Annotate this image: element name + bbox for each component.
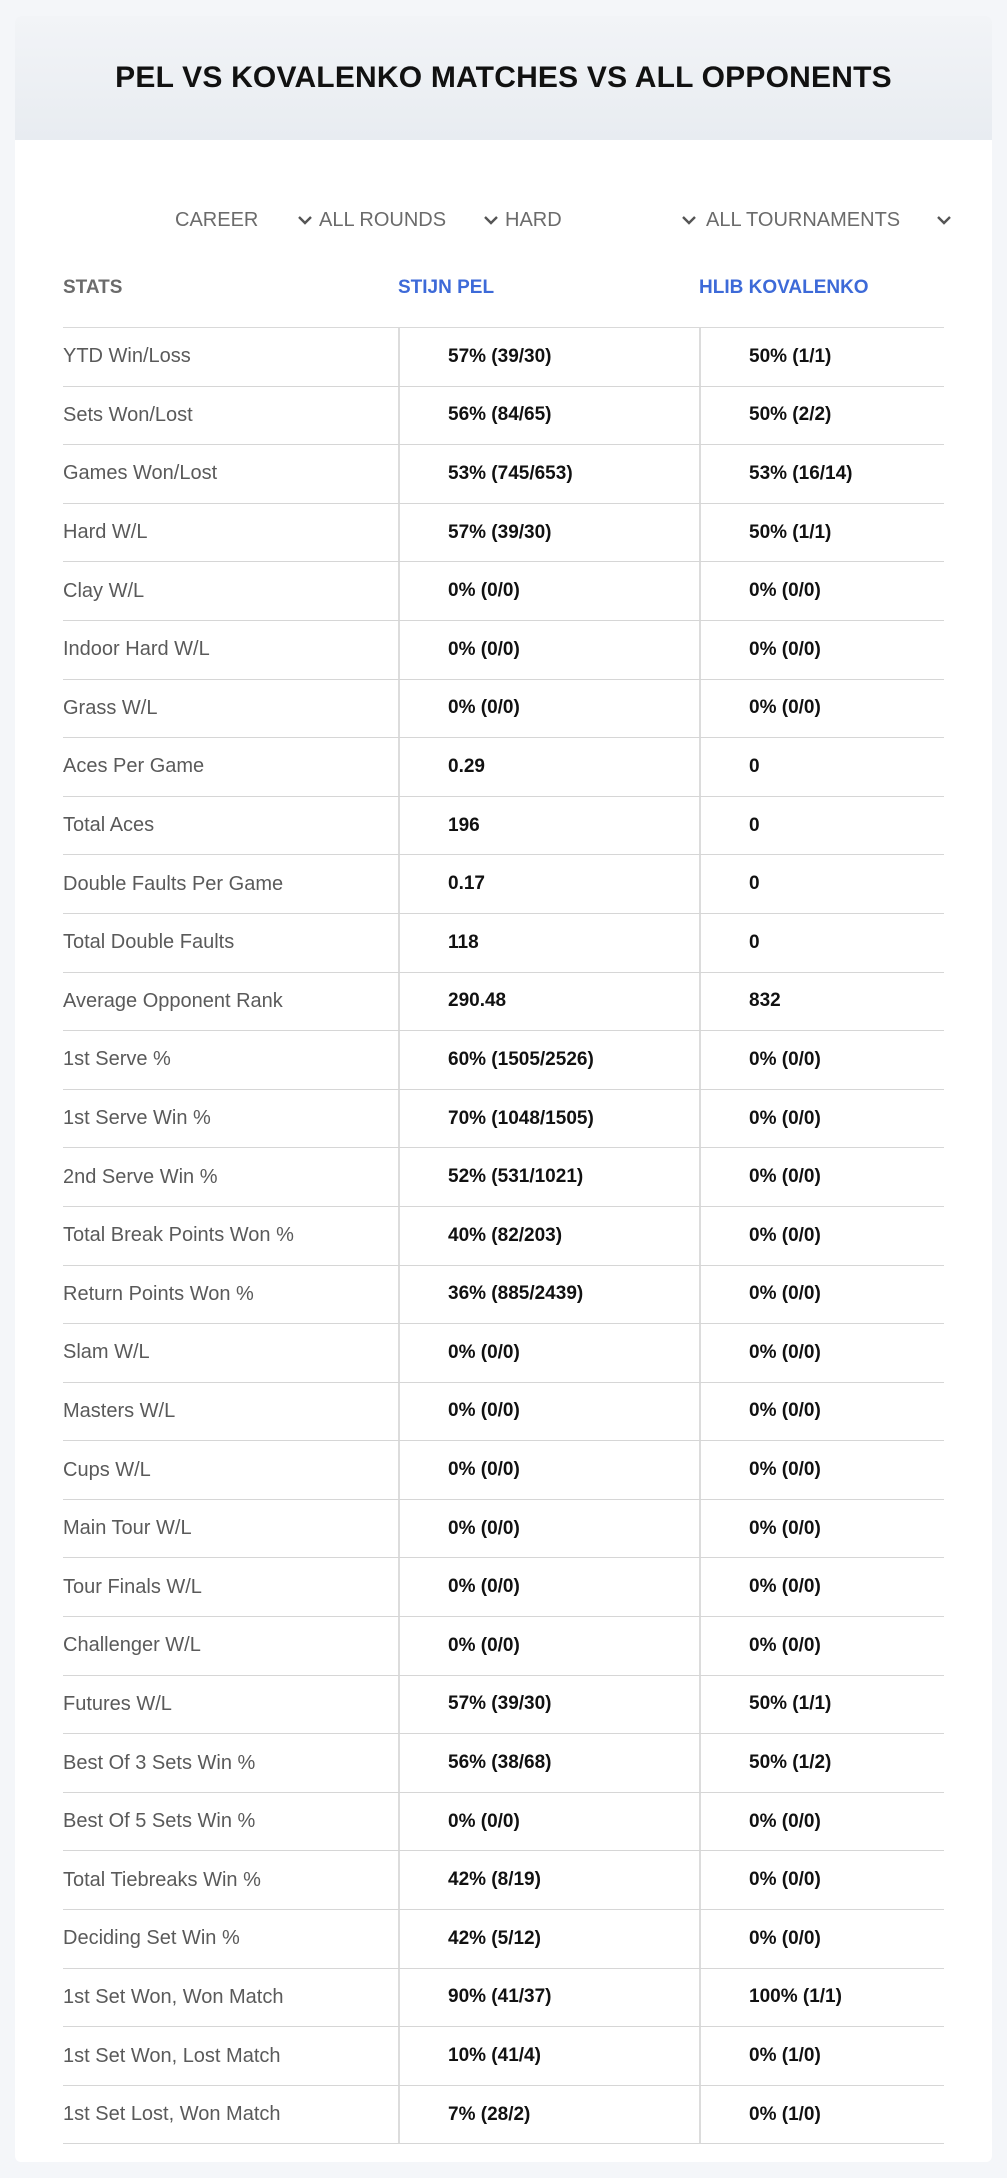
filter-bar (15, 202, 992, 238)
player2-value: 53% (16/14) (699, 445, 944, 503)
stat-name: 1st Serve % (63, 1048, 171, 1071)
player1-value: 0% (0/0) (398, 1558, 699, 1616)
player2-value: 0 (699, 738, 944, 796)
page-title: PEL VS KOVALENKO MATCHES VS ALL OPPONENTS (115, 61, 892, 94)
player2-value: 50% (1/1) (699, 504, 944, 562)
table-row (63, 387, 944, 446)
stat-name: Slam W/L (63, 1341, 150, 1364)
table-row (63, 1558, 944, 1617)
player2-value: 50% (1/1) (699, 328, 944, 386)
player2-value: 0% (0/0) (699, 1558, 944, 1616)
player2-value: 0% (1/0) (699, 2027, 944, 2085)
stat-name: Tour Finals W/L (63, 1575, 202, 1598)
player1-value: 36% (885/2439) (398, 1266, 699, 1324)
table-row (63, 2086, 944, 2145)
table-row (63, 973, 944, 1032)
table-row (63, 504, 944, 563)
table-row (63, 621, 944, 680)
filter-rounds-select[interactable] (319, 202, 501, 238)
player1-value: 57% (39/30) (398, 504, 699, 562)
player1-value: 0% (0/0) (398, 1383, 699, 1441)
player1-value: 0% (0/0) (398, 680, 699, 738)
table-body (63, 328, 944, 2144)
table-row (63, 1500, 944, 1559)
player2-link[interactable]: HLIB KOVALENKO (699, 276, 869, 298)
player2-value: 50% (1/2) (699, 1734, 944, 1792)
player1-value: 0% (0/0) (398, 1324, 699, 1382)
table-row (63, 2027, 944, 2086)
player2-value: 0% (0/0) (699, 1324, 944, 1382)
filter-label: ALL ROUNDS (319, 208, 447, 231)
table-header (63, 248, 944, 328)
stat-name: Challenger W/L (63, 1634, 201, 1657)
table-row (63, 1441, 944, 1500)
player2-value: 0% (0/0) (699, 680, 944, 738)
player2-value: 0% (0/0) (699, 1090, 944, 1148)
filter-tournaments-select[interactable] (706, 202, 954, 238)
stat-name: Total Break Points Won % (63, 1224, 294, 1247)
filter-label: HARD (505, 208, 562, 231)
stat-name: Clay W/L (63, 579, 145, 602)
player2-value: 0 (699, 797, 944, 855)
player1-value: 0% (0/0) (398, 1500, 699, 1558)
stat-name: Sets Won/Lost (63, 403, 193, 426)
table-row (63, 328, 944, 387)
player2-value: 0% (0/0) (699, 1910, 944, 1968)
stat-name: Games Won/Lost (63, 462, 218, 485)
player2-value: 0% (0/0) (699, 1266, 944, 1324)
filter-label: CAREER (175, 208, 259, 231)
player2-value: 0% (0/0) (699, 1383, 944, 1441)
player1-value: 52% (531/1021) (398, 1148, 699, 1206)
stat-name: Indoor Hard W/L (63, 638, 210, 661)
player1-link[interactable]: STIJN PEL (398, 276, 495, 298)
table-row (63, 1734, 944, 1793)
stat-name: Cups W/L (63, 1458, 151, 1481)
player1-value: 56% (84/65) (398, 387, 699, 445)
table-row (63, 1207, 944, 1266)
table-row (63, 1090, 944, 1149)
stat-name: Total Tiebreaks Win % (63, 1868, 261, 1891)
stat-name: Average Opponent Rank (63, 989, 283, 1012)
stat-name: YTD Win/Loss (63, 345, 191, 368)
table-row (63, 738, 944, 797)
table-row (63, 1793, 944, 1852)
player2-value: 0% (0/0) (699, 1500, 944, 1558)
player1-value: 0.17 (398, 855, 699, 913)
table-row (63, 445, 944, 504)
player1-value: 57% (39/30) (398, 328, 699, 386)
stat-name: Total Aces (63, 814, 155, 837)
stat-name: Grass W/L (63, 696, 158, 719)
table-row (63, 1148, 944, 1207)
player1-value: 0% (0/0) (398, 621, 699, 679)
stat-name: Total Double Faults (63, 931, 235, 954)
player1-value: 0% (0/0) (398, 1617, 699, 1675)
table-row (63, 1266, 944, 1325)
player2-value: 100% (1/1) (699, 1969, 944, 2027)
player1-value: 196 (398, 797, 699, 855)
stat-name: Deciding Set Win % (63, 1927, 240, 1950)
player2-value: 0% (0/0) (699, 1851, 944, 1909)
table-row (63, 1324, 944, 1383)
player1-value: 290.48 (398, 973, 699, 1031)
filter-label: ALL TOURNAMENTS (706, 208, 901, 231)
player1-value: 118 (398, 914, 699, 972)
player1-value: 10% (41/4) (398, 2027, 699, 2085)
table-row (63, 1617, 944, 1676)
player1-value: 60% (1505/2526) (398, 1031, 699, 1089)
player2-value: 0% (0/0) (699, 1617, 944, 1675)
stat-name: Return Points Won % (63, 1282, 254, 1305)
table-row (63, 1676, 944, 1735)
table-row (63, 914, 944, 973)
table-row (63, 1910, 944, 1969)
player2-value: 0% (0/0) (699, 1441, 944, 1499)
chevron-down-icon (481, 210, 501, 230)
table-row (63, 562, 944, 621)
player1-value: 0.29 (398, 738, 699, 796)
stat-name: Masters W/L (63, 1399, 176, 1422)
stat-name: Double Faults Per Game (63, 872, 284, 895)
table-row (63, 680, 944, 739)
stat-name: 1st Set Won, Won Match (63, 1985, 284, 2008)
player2-value: 0% (1/0) (699, 2086, 944, 2144)
player2-value: 50% (2/2) (699, 387, 944, 445)
player1-value: 40% (82/203) (398, 1207, 699, 1265)
player2-value: 50% (1/1) (699, 1676, 944, 1734)
player2-value: 0% (0/0) (699, 621, 944, 679)
stat-name: Best Of 5 Sets Win % (63, 1810, 256, 1833)
player2-value: 832 (699, 973, 944, 1031)
player1-value: 56% (38/68) (398, 1734, 699, 1792)
stat-name: Hard W/L (63, 521, 148, 544)
table-row (63, 797, 944, 856)
player2-value: 0 (699, 914, 944, 972)
table-row (63, 1851, 944, 1910)
stat-name: 1st Serve Win % (63, 1107, 211, 1130)
player2-value: 0% (0/0) (699, 562, 944, 620)
stats-column-header: STATS (63, 276, 123, 298)
player1-value: 42% (5/12) (398, 1910, 699, 1968)
chevron-down-icon (295, 210, 315, 230)
stat-name: Best Of 3 Sets Win % (63, 1751, 256, 1774)
player1-value: 70% (1048/1505) (398, 1090, 699, 1148)
player1-value: 53% (745/653) (398, 445, 699, 503)
player1-value: 42% (8/19) (398, 1851, 699, 1909)
stat-name: Aces Per Game (63, 755, 205, 778)
player1-value: 0% (0/0) (398, 1441, 699, 1499)
player1-value: 0% (0/0) (398, 562, 699, 620)
table-row (63, 855, 944, 914)
player1-value: 7% (28/2) (398, 2086, 699, 2144)
filter-career-select[interactable] (175, 202, 315, 238)
filter-surface-select[interactable] (505, 202, 699, 238)
stat-name: 2nd Serve Win % (63, 1165, 218, 1188)
player2-value: 0 (699, 855, 944, 913)
player2-value: 0% (0/0) (699, 1793, 944, 1851)
page-header (15, 16, 992, 140)
stat-name: Futures W/L (63, 1692, 172, 1715)
player1-value: 90% (41/37) (398, 1969, 699, 2027)
chevron-down-icon (934, 210, 954, 230)
table-row (63, 1383, 944, 1442)
player1-value: 57% (39/30) (398, 1676, 699, 1734)
table-row (63, 1031, 944, 1090)
chevron-down-icon (679, 210, 699, 230)
player2-value: 0% (0/0) (699, 1148, 944, 1206)
stat-name: 1st Set Lost, Won Match (63, 2103, 281, 2126)
stat-name: Main Tour W/L (63, 1517, 192, 1540)
table-row (63, 1969, 944, 2028)
player1-value: 0% (0/0) (398, 1793, 699, 1851)
stats-table (63, 248, 944, 2144)
player2-value: 0% (0/0) (699, 1031, 944, 1089)
player2-value: 0% (0/0) (699, 1207, 944, 1265)
stats-card (15, 16, 992, 2162)
stat-name: 1st Set Won, Lost Match (63, 2044, 281, 2067)
